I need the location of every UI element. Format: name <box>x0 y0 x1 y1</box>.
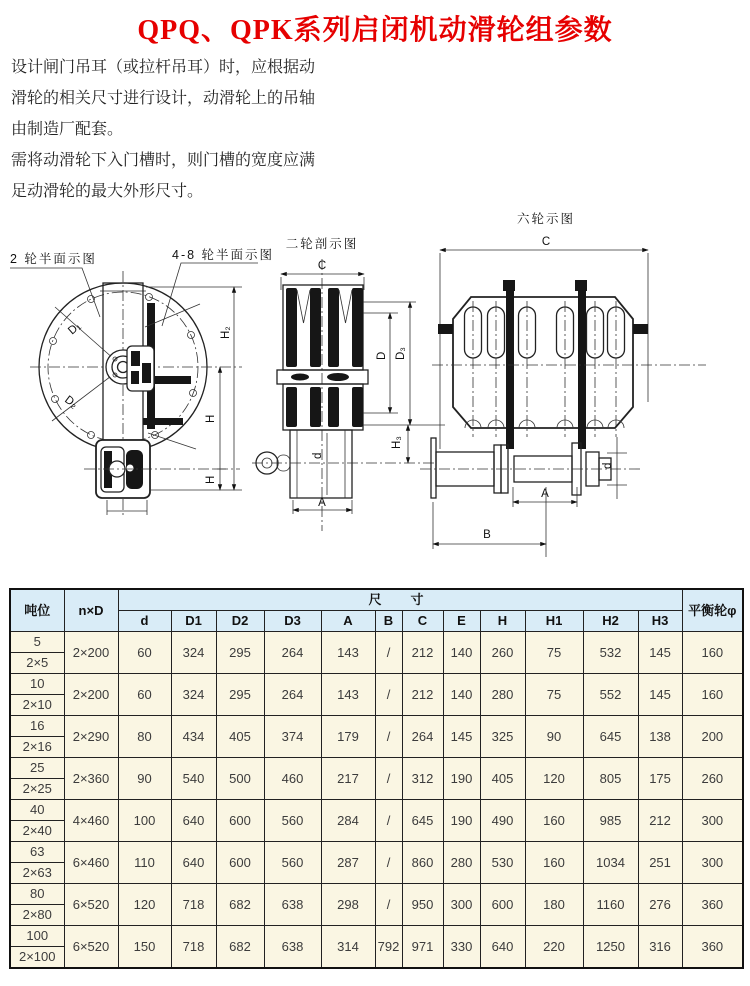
table-cell: 640 <box>480 926 525 969</box>
table-cell: / <box>375 800 402 842</box>
table-cell: 950 <box>402 884 443 926</box>
dim-label-b: B <box>483 529 491 541</box>
header-dim-col: H1 <box>525 611 583 632</box>
header-dim-col: D3 <box>264 611 321 632</box>
table-cell: 434 <box>171 716 216 758</box>
table-row <box>10 926 743 947</box>
dim-label-d2: D₂ <box>62 393 80 412</box>
table-cell: 682 <box>216 884 264 926</box>
table-header-row-2 <box>10 611 743 632</box>
table-cell: / <box>375 716 402 758</box>
table-cell: 2×200 <box>64 674 118 716</box>
table-cell: 145 <box>638 632 682 674</box>
diagram-label-2wheel: 2 轮半面示图 <box>10 252 97 266</box>
dim-label-d3: D₃ <box>395 347 407 360</box>
table-cell: 2×80 <box>10 905 64 926</box>
table-cell: 324 <box>171 674 216 716</box>
table-cell: / <box>375 632 402 674</box>
table-cell: 264 <box>264 632 321 674</box>
table-cell: / <box>375 758 402 800</box>
table-cell: 90 <box>118 758 171 800</box>
table-cell: 2×63 <box>10 863 64 884</box>
page-title: QPQ、QPK系列启闭机动滑轮组参数 <box>137 15 613 46</box>
table-cell: 160 <box>682 632 743 674</box>
table-cell: 405 <box>480 758 525 800</box>
table-cell: / <box>375 674 402 716</box>
table-cell: 532 <box>583 632 638 674</box>
table-cell: 2×25 <box>10 779 64 800</box>
pulley-block-body <box>453 297 633 428</box>
header-dim-col: H3 <box>638 611 682 632</box>
table-cell: 300 <box>682 842 743 884</box>
table-cell: 120 <box>525 758 583 800</box>
diagram-label-2wheel-section: 二轮剖示图 <box>285 237 359 251</box>
header-nxd: n×D <box>64 589 118 632</box>
table-row <box>10 758 743 779</box>
table-cell: 140 <box>443 632 480 674</box>
table-cell: 330 <box>443 926 480 969</box>
table-cell: 40 <box>10 800 64 821</box>
table-cell: 1250 <box>583 926 638 969</box>
table-cell: 260 <box>682 758 743 800</box>
table-cell: 971 <box>402 926 443 969</box>
table-row <box>10 842 743 863</box>
table-row <box>10 716 743 737</box>
table-cell: 145 <box>443 716 480 758</box>
dim-label-d-pitch: D <box>376 351 388 360</box>
table-cell: 212 <box>638 800 682 842</box>
table-cell: 640 <box>171 800 216 842</box>
table-cell: 100 <box>10 926 64 947</box>
table-cell: 212 <box>402 674 443 716</box>
header-balance-wheel: 平衡轮φ <box>682 589 743 632</box>
table-cell: 2×16 <box>10 737 64 758</box>
table-cell: 190 <box>443 800 480 842</box>
table-cell: 80 <box>10 884 64 905</box>
table-cell: 264 <box>264 674 321 716</box>
dim-label-d-axle-middle: d <box>312 452 324 459</box>
table-cell: 2×10 <box>10 695 64 716</box>
table-cell: 260 <box>480 632 525 674</box>
table-cell: 805 <box>583 758 638 800</box>
table-cell: 276 <box>638 884 682 926</box>
table-cell: 90 <box>525 716 583 758</box>
table-cell: 490 <box>480 800 525 842</box>
table-cell: 179 <box>321 716 375 758</box>
table-cell: 552 <box>583 674 638 716</box>
table-cell: 360 <box>682 926 743 969</box>
table-cell: 190 <box>443 758 480 800</box>
spec-table <box>9 588 744 969</box>
table-cell: 1034 <box>583 842 638 884</box>
axle-housing <box>290 430 352 498</box>
table-cell: 200 <box>682 716 743 758</box>
table-cell: 6×520 <box>64 926 118 969</box>
table-cell: 2×290 <box>64 716 118 758</box>
table-cell: 638 <box>264 884 321 926</box>
table-cell: 682 <box>216 926 264 969</box>
table-cell: 530 <box>480 842 525 884</box>
table-cell: 143 <box>321 632 375 674</box>
table-cell: 140 <box>443 674 480 716</box>
table-cell: 600 <box>216 800 264 842</box>
table-cell: 600 <box>216 842 264 884</box>
intro-line: 足动滑轮的最大外形尺寸。 <box>11 183 204 200</box>
table-cell: 1160 <box>583 884 638 926</box>
table-row <box>10 884 743 905</box>
table-cell: 374 <box>264 716 321 758</box>
table-cell: 645 <box>402 800 443 842</box>
table-cell: 300 <box>682 800 743 842</box>
table-header-row-1 <box>10 589 743 611</box>
diagram-6wheel-view <box>420 211 706 557</box>
table-cell: 4×460 <box>64 800 118 842</box>
intro-line: 设计闸门吊耳（或拉杆吊耳）时，应根据动 <box>11 59 316 76</box>
table-cell: 792 <box>375 926 402 969</box>
table-cell: 560 <box>264 800 321 842</box>
table-cell: 251 <box>638 842 682 884</box>
dim-label-h2: H₂ <box>220 326 232 339</box>
table-cell: 600 <box>480 884 525 926</box>
table-cell: 325 <box>480 716 525 758</box>
intro-line: 滑轮的相关尺寸进行设计，动滑轮上的吊轴 <box>11 90 316 107</box>
table-cell: 295 <box>216 632 264 674</box>
table-cell: 220 <box>525 926 583 969</box>
table-cell: 860 <box>402 842 443 884</box>
dim-label-d1: D₁ <box>66 320 84 338</box>
header-dim-col: H2 <box>583 611 638 632</box>
table-cell: 360 <box>682 884 743 926</box>
table-cell: 212 <box>402 632 443 674</box>
table-cell: 60 <box>118 632 171 674</box>
table-cell: 638 <box>264 926 321 969</box>
intro-line: 由制造厂配套。 <box>11 121 124 138</box>
table-cell: 60 <box>118 674 171 716</box>
header-dim-col: H <box>480 611 525 632</box>
table-cell: 985 <box>583 800 638 842</box>
table-cell: 160 <box>525 800 583 842</box>
table-cell: 160 <box>682 674 743 716</box>
header-dim-col: D1 <box>171 611 216 632</box>
table-cell: 324 <box>171 632 216 674</box>
table-cell: 284 <box>321 800 375 842</box>
table-cell: 6×460 <box>64 842 118 884</box>
table-cell: 16 <box>10 716 64 737</box>
table-cell: 718 <box>171 926 216 969</box>
table-cell: 2×100 <box>10 947 64 969</box>
table-cell: / <box>375 884 402 926</box>
table-cell: 120 <box>118 884 171 926</box>
table-cell: / <box>375 842 402 884</box>
diagram-label-6wheel: 六轮示图 <box>516 212 576 226</box>
diagram-label-48wheel: 4-8 轮半面示图 <box>172 248 275 262</box>
table-cell: 110 <box>118 842 171 884</box>
table-cell: 143 <box>321 674 375 716</box>
table-cell: 287 <box>321 842 375 884</box>
table-cell: 540 <box>171 758 216 800</box>
table-cell: 500 <box>216 758 264 800</box>
table-cell: 295 <box>216 674 264 716</box>
table-cell: 25 <box>10 758 64 779</box>
header-dim-col: A <box>321 611 375 632</box>
table-cell: 280 <box>443 842 480 884</box>
table-cell: 145 <box>638 674 682 716</box>
table-cell: 300 <box>443 884 480 926</box>
table-cell: 316 <box>638 926 682 969</box>
header-dim-col: C <box>402 611 443 632</box>
table-row <box>10 674 743 695</box>
header-dim-col: D2 <box>216 611 264 632</box>
table-cell: 2×5 <box>10 653 64 674</box>
intro-paragraph <box>11 52 651 207</box>
table-cell: 217 <box>321 758 375 800</box>
table-cell: 312 <box>402 758 443 800</box>
table-cell: 150 <box>118 926 171 969</box>
table-cell: 280 <box>480 674 525 716</box>
table-cell: 264 <box>402 716 443 758</box>
technical-drawings <box>0 197 750 582</box>
dim-label-d-axle-right: d <box>602 462 614 469</box>
table-cell: 314 <box>321 926 375 969</box>
dim-label-h-lower: H <box>205 475 217 484</box>
header-size-group: 尺 寸 <box>118 589 682 611</box>
intro-line: 需将动滑轮下入门槽时，则门槽的宽度应满 <box>11 152 316 169</box>
diagram-2wheel-half-view <box>10 247 274 515</box>
table-cell: 80 <box>118 716 171 758</box>
dim-label-a-right: A <box>541 488 549 500</box>
dim-label-h-upper: H <box>205 414 217 423</box>
table-row <box>10 632 743 653</box>
table-body <box>10 632 743 969</box>
table-row <box>10 800 743 821</box>
header-dim-col: B <box>375 611 402 632</box>
table-cell: 75 <box>525 674 583 716</box>
table-cell: 640 <box>171 842 216 884</box>
dim-label-h3: H₃ <box>391 436 403 449</box>
table-cell: 2×360 <box>64 758 118 800</box>
header-dim-col: d <box>118 611 171 632</box>
dim-label-c-middle: C <box>317 260 327 272</box>
table-cell: 175 <box>638 758 682 800</box>
table-cell: 6×520 <box>64 884 118 926</box>
header-tonnage: 吨位 <box>10 589 64 632</box>
diagram-2wheel-section-view <box>252 236 445 531</box>
table-cell: 2×200 <box>64 632 118 674</box>
table-cell: 560 <box>264 842 321 884</box>
dim-label-c-right: C <box>541 236 551 248</box>
table-cell: 718 <box>171 884 216 926</box>
table-cell: 460 <box>264 758 321 800</box>
pulley-drawings-svg <box>0 197 750 582</box>
table-cell: 298 <box>321 884 375 926</box>
table-cell: 645 <box>583 716 638 758</box>
table-cell: 75 <box>525 632 583 674</box>
table-cell: 100 <box>118 800 171 842</box>
table-cell: 2×40 <box>10 821 64 842</box>
table-cell: 160 <box>525 842 583 884</box>
table-cell: 405 <box>216 716 264 758</box>
table-cell: 138 <box>638 716 682 758</box>
header-dim-col: E <box>443 611 480 632</box>
dim-label-a-middle: A <box>318 497 326 509</box>
table-cell: 5 <box>10 632 64 653</box>
table-cell: 180 <box>525 884 583 926</box>
table-cell: 10 <box>10 674 64 695</box>
table-cell: 63 <box>10 842 64 863</box>
